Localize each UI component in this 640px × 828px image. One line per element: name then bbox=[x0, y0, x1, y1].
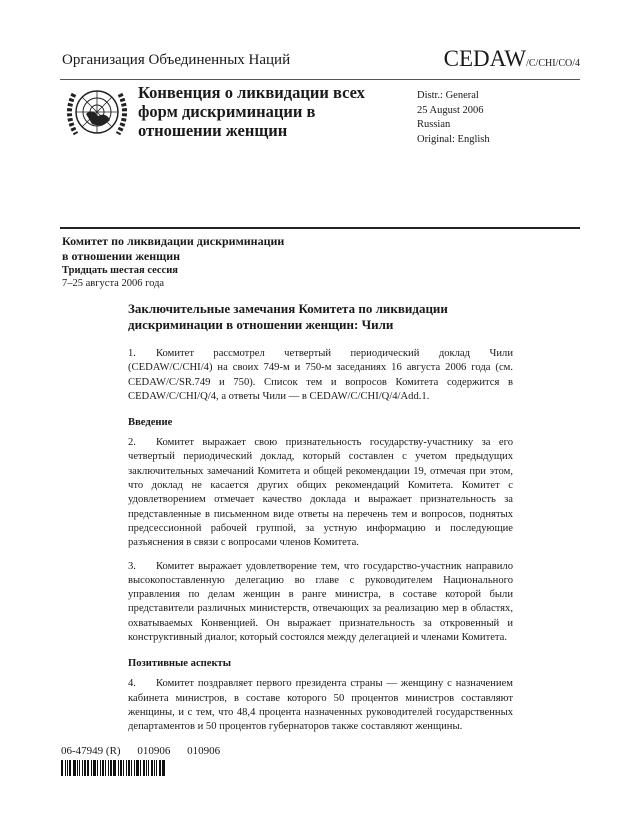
barcode-bar bbox=[73, 760, 76, 776]
barcode-bar bbox=[128, 760, 130, 776]
barcode-bar bbox=[82, 760, 83, 776]
barcode-bar bbox=[120, 760, 122, 776]
barcode-bar bbox=[87, 760, 89, 776]
barcode-bar bbox=[77, 760, 78, 776]
barcode-bar bbox=[123, 760, 124, 776]
document-symbol bbox=[444, 46, 580, 72]
convention-title: Конвенция о ликвидации всех форм дискриминации в отношении женщин bbox=[138, 83, 365, 140]
barcode-bar bbox=[105, 760, 106, 776]
heading-positive-aspects: Позитивные аспекты bbox=[128, 658, 232, 670]
barcode-bar bbox=[140, 760, 141, 776]
barcode-bar bbox=[84, 760, 86, 776]
document-body bbox=[128, 301, 513, 744]
section-rule bbox=[60, 227, 580, 229]
header-rule bbox=[60, 79, 580, 80]
barcode-bar bbox=[113, 760, 116, 776]
barcode bbox=[61, 760, 169, 776]
document-title: Заключительные замечания Комитета по ликвидации дискриминации в отношении женщин: Чили bbox=[128, 301, 448, 332]
session-dates: 7–25 августа 2006 года bbox=[62, 278, 165, 289]
barcode-bar bbox=[151, 760, 153, 776]
distribution-line: Distr.: General bbox=[417, 90, 479, 101]
barcode-bar bbox=[118, 760, 119, 776]
barcode-bar bbox=[61, 760, 63, 776]
committee-name-cont: в отношении женщин bbox=[62, 249, 181, 263]
barcode-bar bbox=[146, 760, 147, 776]
barcode-bar bbox=[91, 760, 92, 776]
barcode-bar bbox=[131, 760, 132, 776]
job-number: 06-47949 (R) bbox=[61, 745, 121, 757]
original-language-line: Original: English bbox=[417, 133, 490, 145]
date-line: 25 August 2006 bbox=[417, 104, 484, 116]
barcode-bar bbox=[136, 760, 139, 776]
barcode-bar bbox=[108, 760, 109, 776]
symbol-main: CEDAW bbox=[443, 46, 527, 71]
distribution-info bbox=[417, 89, 490, 147]
barcode-bar bbox=[134, 760, 135, 776]
barcode-bar bbox=[102, 760, 104, 776]
paragraph-text: Комитет выражает удовлетворение тем, что государство-участник направило высокопоставленную делегацию во главе с руководителем Национального управления по делам женщин в ранге министра, в составе которой были представители различных министерств, отвечающих за реализацию мер в областях, охватываемых Конвенцией. Он выражает признательность за откровенный и конструктивный диалог, который состоялся между делегацией и членами Комитета. bbox=[128, 560, 513, 644]
barcode-bar bbox=[159, 760, 161, 776]
barcode-bar bbox=[110, 760, 112, 776]
paragraph-text: Комитет поздравляет первого президента страны — женщину с назначением кабинета министров, в составе которого 50 процентов министров составляют женщины, и с тем, что 48,4 процента назначенных руководителей государственных департаментов и 50 процентов губернаторов также составляют женщины. bbox=[128, 678, 513, 733]
committee-name: Комитет по ликвидации дискриминации bbox=[62, 234, 285, 248]
barcode-bar bbox=[143, 760, 145, 776]
paragraph-number: 3. bbox=[128, 560, 136, 572]
barcode-bar bbox=[67, 760, 68, 776]
paragraph-text: Комитет выражает свою признательность государству-участнику за его четвертый периодический доклад, который составлен с учетом предыдущих заключительных замечаний Комитета и общей рекомендации 19, отмечая при этом, что доклад не касается других общих рекомендаций Комитета. Комитет с удовлетворением отмечает качество доклада и выражает признательность за представленные в письменном виде ответы на перечень тем и вопросов, поднятых предсессионной рабочей группой, за устную информацию и последующие разъяснения в связи с вопросами членов Комитета. bbox=[128, 437, 513, 549]
paragraph-2 bbox=[128, 436, 513, 550]
barcode-bar bbox=[79, 760, 80, 776]
barcode-bar bbox=[154, 760, 155, 776]
paragraph-number: 1. bbox=[128, 348, 136, 359]
heading-introduction: Введение bbox=[128, 417, 173, 429]
barcode-bar bbox=[93, 760, 96, 776]
paragraph-number: 2. bbox=[128, 437, 136, 449]
barcode-bar bbox=[97, 760, 98, 776]
paragraph-text: Комитет рассмотрел четвертый периодический доклад Чили (CEDAW/C/CHI/4) на своих 749-м и 750-м заседаниях 16 августа 2006 года (см. CEDAW/C/SR.749 и 750). Список тем и вопросов Комитета содержится в CEDAW/C/CHI/Q/4, а ответы Чили — в CEDAW/C/CHI/Q/4/Add.1. bbox=[128, 348, 513, 402]
barcode-bar bbox=[69, 760, 71, 776]
barcode-bar bbox=[148, 760, 149, 776]
paragraph-1 bbox=[128, 347, 513, 404]
paragraph-3 bbox=[128, 560, 513, 646]
barcode-bar bbox=[65, 760, 66, 776]
barcode-bar bbox=[126, 760, 127, 776]
paragraph-number: 4. bbox=[128, 678, 136, 690]
footer-date-2: 010906 bbox=[187, 745, 221, 757]
un-emblem-icon bbox=[62, 84, 132, 142]
committee-block bbox=[62, 234, 362, 290]
organization-name: Организация Объединенных Наций bbox=[62, 52, 291, 68]
job-footer bbox=[61, 745, 234, 757]
session-name: Тридцать шестая сессия bbox=[62, 265, 178, 276]
barcode-bar bbox=[100, 760, 101, 776]
paragraph-4 bbox=[128, 677, 513, 734]
footer-date-1: 010906 bbox=[137, 745, 171, 757]
symbol-sub: /C/CHI/CO/4 bbox=[526, 58, 580, 69]
language-line: Russian bbox=[417, 119, 451, 130]
barcode-bar bbox=[156, 760, 157, 776]
barcode-bar bbox=[162, 760, 165, 776]
